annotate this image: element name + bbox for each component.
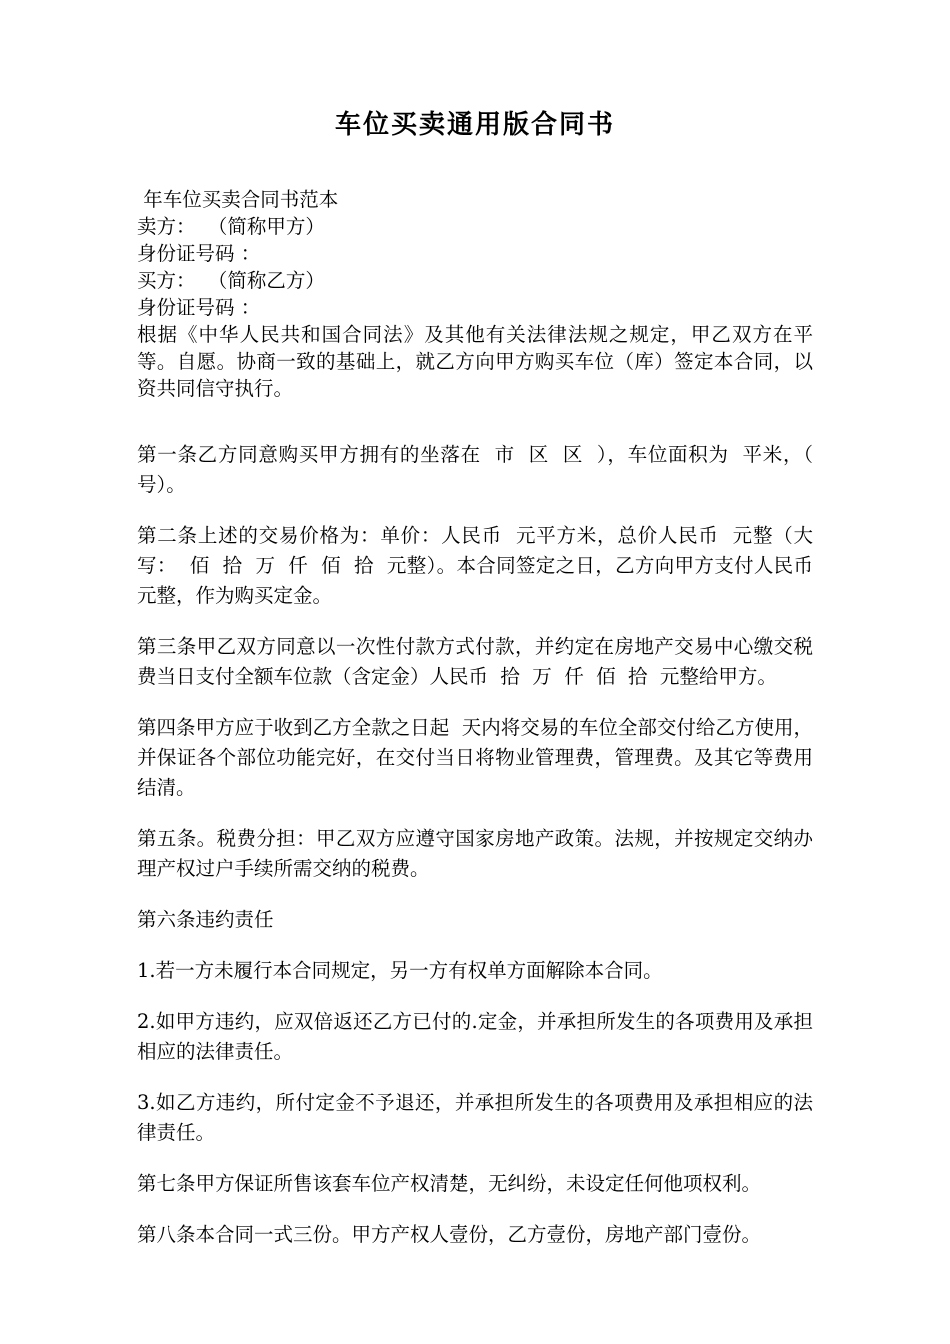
clause-6-item-3: 3.如乙方违约，所付定金不予退还，并承担所发生的各项费用及承担相应的法律责任。 [137, 1091, 813, 1144]
clause-8: 第八条本合同一式三份。甲方产权人壹份，乙方壹份，房地产部门壹份。 [137, 1223, 762, 1246]
header-line-seller-id: 身份证号码 ： [137, 242, 261, 265]
clause-2: 第二条上述的交易价格为：单价：人民币 元平方米，总价人民币 元整（大写： 佰 拾 万 仟 佰 拾 元整）。本合同签定之日，乙方向甲方支付人民币 元整，作为购买定金。 [137, 524, 826, 607]
header-line-template: 年车位买卖合同书范本 [137, 188, 339, 211]
header-line-buyer-id: 身份证号码 ： [137, 296, 261, 319]
header-line-buyer: 买方： （简称乙方） [137, 269, 325, 292]
clause-1: 第一条乙方同意购买甲方拥有的坐落在 市 区 区 ），车位面积为 平米，（ 号）。 [137, 443, 826, 496]
clause-7: 第七条甲方保证所售该套车位产权清楚，无纠纷，未设定任何他项权利。 [137, 1172, 762, 1195]
clause-4: 第四条甲方应于收到乙方全款之日起 天内将交易的车位全部交付给乙方使用，并保证各个部位功能完好，在交付当日将物业管理费，管理费。及其它等费用结清。 [137, 716, 813, 799]
document-title: 车位买卖通用版合同书 [334, 110, 615, 140]
clause-6-item-2: 2.如甲方违约，应双倍返还乙方已付的.定金，并承担所发生的各项费用及承担相应的法律责任。 [137, 1010, 813, 1063]
header-block [137, 186, 813, 321]
clause-6-item-1: 1.若一方未履行本合同规定，另一方有权单方面解除本合同。 [137, 959, 663, 982]
clause-6-heading: 第六条违约责任 [137, 908, 274, 931]
preamble-paragraph: 根据《中华人民共和国合同法》及其他有关法律法规之规定，甲乙双方在平等。自愿。协商一致的基础上，就乙方向甲方购买车位（库）签定本合同，以资共同信守执行。 [137, 323, 813, 400]
contract-page [137, 100, 826, 1271]
header-line-seller: 卖方： （简称甲方） [137, 215, 325, 238]
clause-5: 第五条。税费分担：甲乙双方应遵守国家房地产政策。法规，并按规定交纳办理产权过户手续所需交纳的税费。 [137, 827, 813, 880]
clause-3: 第三条甲乙双方同意以一次性付款方式付款，并约定在房地产交易中心缴交税费当日支付全额车位款（含定金）人民币 拾 万 仟 佰 拾 元整给甲方。 [137, 635, 813, 688]
